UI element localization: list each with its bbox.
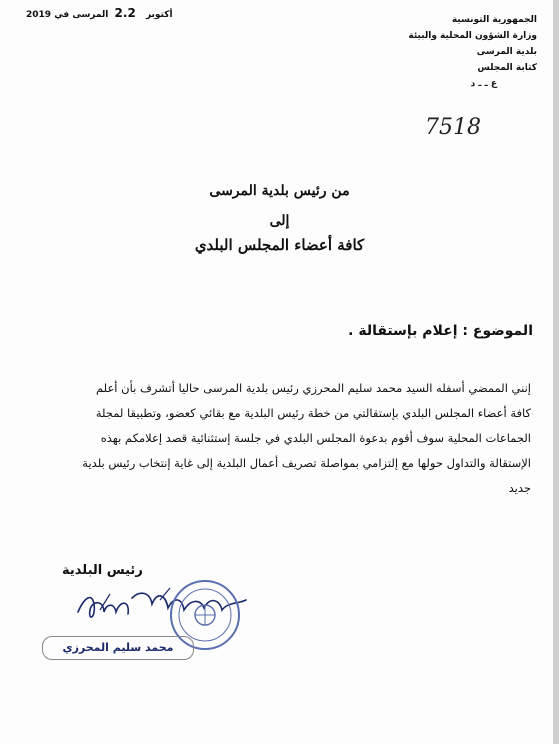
body-line: جديد <box>508 481 531 495</box>
scan-edge <box>553 0 559 744</box>
body-line: الجماعات المحلية سوف أقوم بدعوة المجلس البلدي في جلسة إستثنائية قصد إعلامكم بهذه <box>100 431 531 445</box>
body-line: الإستقالة والتداول حولها مع إلتزامي بمواصلة تصريف أعمال البلدية إلى غاية إنتخاب رئيس بلدية <box>82 456 531 470</box>
date-city-prefix: المرسى في <box>54 10 109 20</box>
date-day: 2.2 <box>114 6 136 20</box>
letterhead-line-republic: الجمهورية التونسية <box>451 15 537 25</box>
to-line: إلى <box>269 213 290 229</box>
letterhead-line-municipality: بلدية المرسى <box>476 47 537 57</box>
body-line: إنني الممضي أسفله السيد محمد سليم المحرزي رئيس بلدية المرسى حاليا أتشرف بأن أعلم <box>95 381 531 395</box>
date-line <box>24 6 174 20</box>
letterhead-line-council-office: كتابة المجلس <box>477 63 537 73</box>
signatory-name-stamp <box>42 636 194 660</box>
letterhead-line-ministry: وزارة الشؤون المحلية والبيئة <box>408 31 537 41</box>
date-year: 2019 <box>26 10 52 20</box>
subject-line: الموضوع : إعلام بإستقالة . <box>348 323 533 339</box>
signatory-title: رئيس البلدية <box>62 563 143 578</box>
body-line: كافة أعضاء المجلس البلدي بإستقالتي من خطة رئيس البلدية مع بقائي كعضو، وتطبيقا لمجلة <box>95 406 531 420</box>
signatory-name: محمد سليم المحرزي <box>62 641 174 654</box>
recipient-line: كافة أعضاء المجلس البلدي <box>194 236 365 254</box>
sender-line: من رئيس بلدية المرسى <box>209 183 350 199</box>
reference-number: 7518 <box>425 115 481 140</box>
date-month: أكتوبر <box>145 10 173 20</box>
letterhead <box>337 12 537 92</box>
letter-body <box>19 376 531 501</box>
reference-label: ع ـ ـ د <box>470 79 497 89</box>
